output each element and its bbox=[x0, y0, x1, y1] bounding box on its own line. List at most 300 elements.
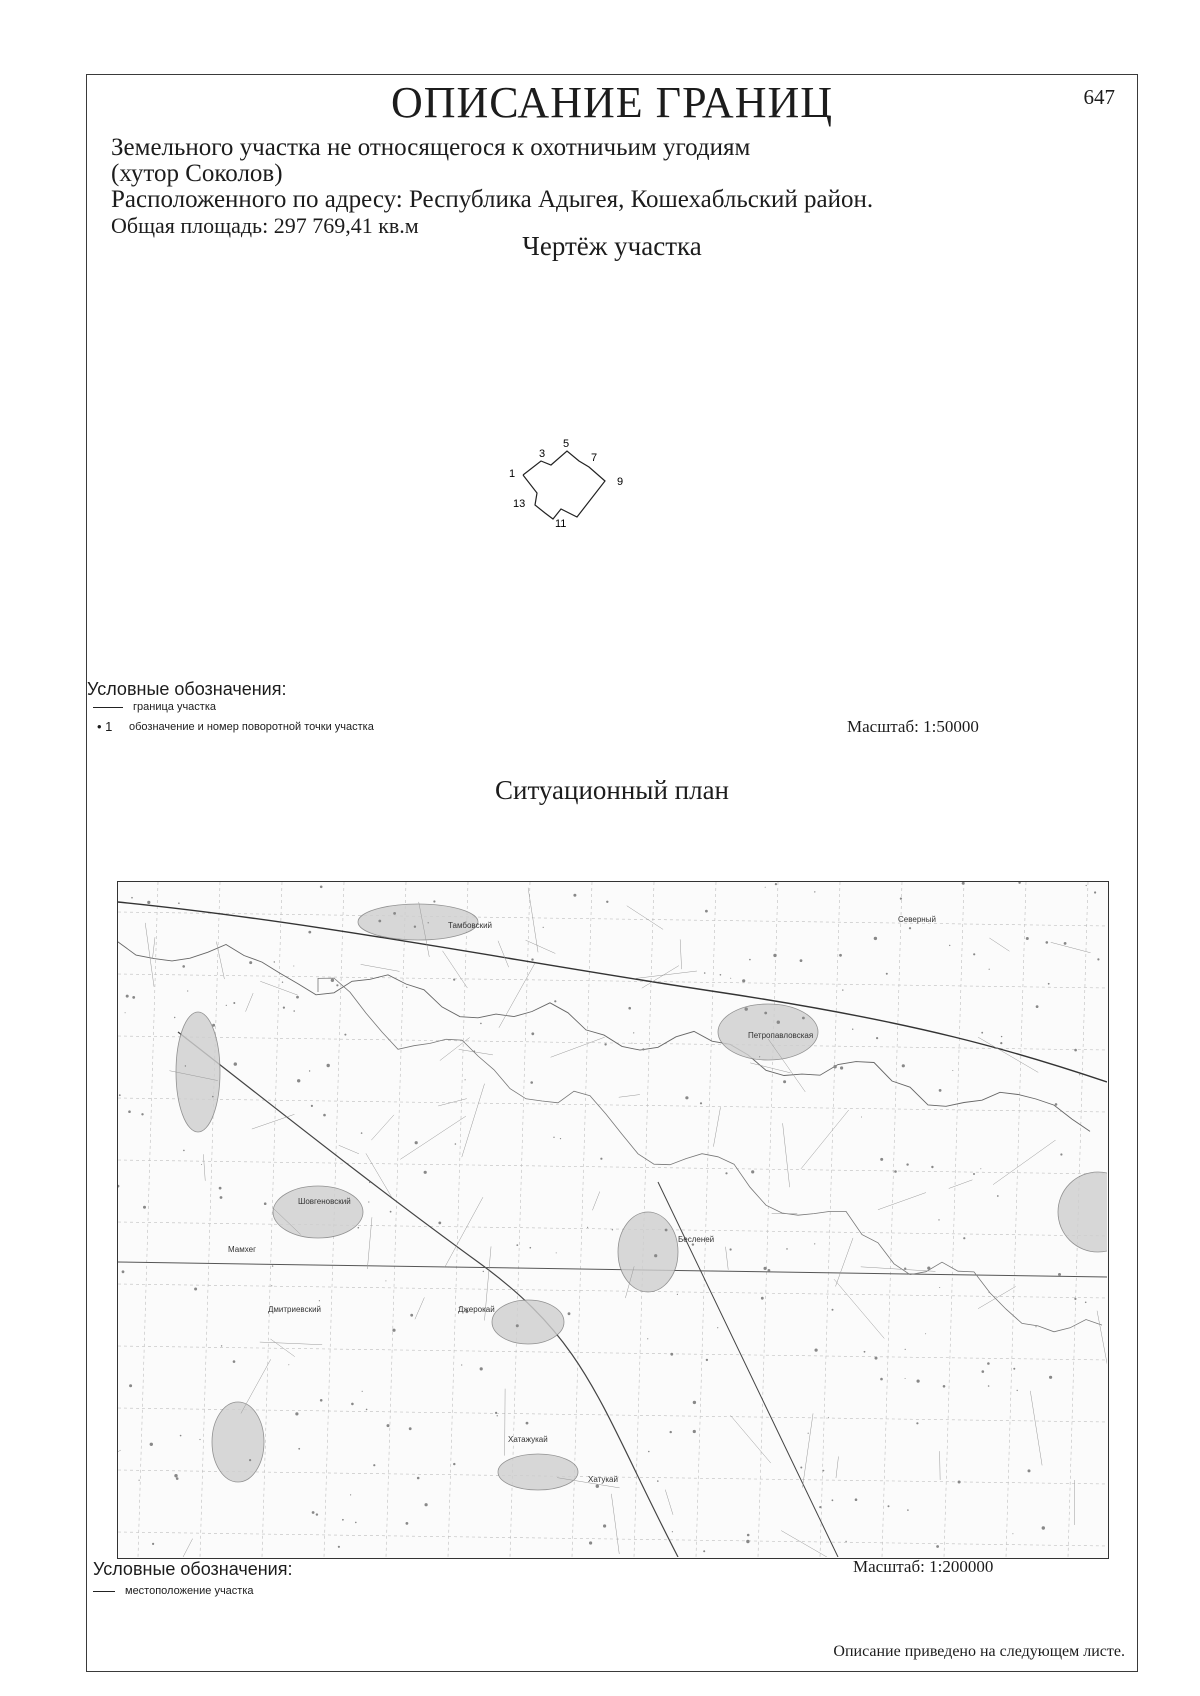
field-line bbox=[498, 941, 509, 967]
road bbox=[118, 902, 1107, 1082]
grid-line bbox=[1006, 882, 1026, 1557]
map-speckle bbox=[385, 1280, 386, 1281]
map-speckle bbox=[1000, 1042, 1002, 1044]
map-speckle bbox=[823, 1470, 825, 1472]
legend-point-label: обозначение и номер поворотной точки участка bbox=[129, 720, 374, 733]
map-speckle bbox=[298, 1448, 300, 1450]
map-speckle bbox=[604, 1043, 606, 1045]
field-line bbox=[371, 1115, 394, 1140]
map-speckle bbox=[685, 1096, 688, 1099]
map-speckle bbox=[132, 996, 135, 999]
map-speckle bbox=[1085, 1302, 1087, 1304]
field-line bbox=[783, 1123, 790, 1187]
map-speckle bbox=[1012, 1533, 1013, 1534]
field-line bbox=[260, 1342, 322, 1345]
map-speckle bbox=[705, 910, 708, 913]
map-speckle bbox=[786, 1248, 788, 1250]
field-line bbox=[415, 1297, 424, 1319]
field-line bbox=[627, 906, 663, 930]
field-line bbox=[619, 1095, 640, 1098]
map-speckle bbox=[249, 961, 252, 964]
map-speckle bbox=[118, 1185, 119, 1188]
map-speckle bbox=[931, 1166, 933, 1168]
field-line bbox=[367, 1217, 372, 1269]
map-speckle bbox=[185, 1065, 186, 1066]
field-line bbox=[978, 1286, 1016, 1308]
field-line bbox=[835, 1238, 853, 1287]
map-speckle bbox=[648, 1451, 650, 1453]
map-place-label: Шовгеновский bbox=[298, 1197, 351, 1206]
map-speckle bbox=[997, 1195, 999, 1197]
map-speckle bbox=[1042, 1526, 1045, 1529]
map-speckle bbox=[982, 1370, 985, 1373]
map-speckle bbox=[199, 1439, 200, 1440]
field-line bbox=[680, 939, 681, 969]
map-speckle bbox=[1064, 942, 1067, 945]
map-speckle bbox=[526, 1422, 529, 1425]
map-speckle bbox=[573, 894, 576, 897]
map-speckle bbox=[657, 1480, 659, 1482]
map-speckle bbox=[272, 1265, 273, 1266]
parcel-area: Общая площадь: 297 769,41 кв.м bbox=[111, 213, 419, 238]
map-speckle bbox=[331, 979, 334, 982]
map-speckle bbox=[480, 1367, 483, 1370]
map-speckle bbox=[861, 1117, 862, 1118]
map-speckle bbox=[958, 1481, 961, 1484]
map-speckle bbox=[474, 1050, 476, 1052]
map-speckle bbox=[296, 996, 299, 999]
map-place-label: Дмитриевский bbox=[268, 1305, 322, 1314]
grid-line bbox=[820, 882, 840, 1557]
map-speckle bbox=[751, 1170, 754, 1173]
map-speckle bbox=[336, 984, 338, 986]
map-speckle bbox=[900, 898, 902, 900]
field-line bbox=[118, 1450, 121, 1487]
settlement-area bbox=[212, 1402, 264, 1482]
map-speckle bbox=[1086, 885, 1087, 886]
map-speckle bbox=[390, 1211, 392, 1213]
map-speckle bbox=[342, 1519, 344, 1521]
map-speckle bbox=[742, 979, 745, 982]
map-speckle bbox=[361, 1132, 363, 1134]
map-speckle bbox=[461, 1364, 462, 1365]
map-speckle bbox=[480, 1023, 482, 1025]
map-speckle bbox=[152, 1543, 154, 1545]
map-speckle bbox=[428, 922, 429, 923]
map-speckle bbox=[293, 966, 294, 967]
map-place-label: Тамбовский bbox=[448, 921, 493, 930]
map-speckle bbox=[150, 1443, 153, 1446]
drawing-heading: Чертёж участка bbox=[522, 231, 702, 261]
map-speckle bbox=[174, 1474, 177, 1477]
map-speckle bbox=[730, 978, 731, 979]
map-speckle bbox=[936, 1545, 939, 1548]
map-speckle bbox=[392, 1329, 395, 1332]
map-speckle bbox=[886, 973, 888, 975]
map-speckle bbox=[777, 1021, 780, 1024]
map-speckle bbox=[783, 1080, 786, 1083]
map-speckle bbox=[226, 1005, 227, 1006]
field-line bbox=[339, 1145, 359, 1154]
point-label-11: 11 bbox=[555, 518, 567, 530]
map-speckle bbox=[554, 1000, 556, 1002]
map-speckle bbox=[987, 1362, 990, 1365]
location-line-symbol bbox=[93, 1591, 115, 1592]
map-speckle bbox=[187, 990, 188, 991]
field-line bbox=[499, 963, 535, 1028]
field-line bbox=[635, 971, 697, 979]
map-speckle bbox=[344, 1034, 346, 1036]
grid-line bbox=[118, 1098, 1107, 1112]
map-speckle bbox=[453, 979, 455, 981]
grid-line bbox=[118, 912, 1107, 926]
map-speckle bbox=[773, 954, 776, 957]
map-speckle bbox=[129, 1384, 132, 1387]
map-speckle bbox=[612, 1229, 613, 1230]
map-speckle bbox=[765, 887, 766, 888]
map-speckle bbox=[1058, 1273, 1061, 1276]
map-speckle bbox=[1060, 1153, 1062, 1155]
map-speckle bbox=[141, 1113, 143, 1115]
map-speckle bbox=[764, 1012, 767, 1015]
map-speckle bbox=[1036, 1005, 1039, 1008]
settlement-area bbox=[492, 1300, 564, 1344]
map-speckle bbox=[264, 1202, 267, 1205]
field-line bbox=[361, 964, 400, 971]
field-line bbox=[801, 1110, 849, 1169]
map-speckle bbox=[761, 1297, 764, 1300]
map-speckle bbox=[963, 1237, 965, 1239]
map-speckle bbox=[350, 1494, 351, 1495]
field-line bbox=[445, 1197, 483, 1267]
map-speckle bbox=[904, 1268, 906, 1270]
map-speckle bbox=[775, 883, 777, 885]
situation-legend-title: Условные обозначения: bbox=[93, 1559, 293, 1579]
map-speckle bbox=[176, 1477, 179, 1480]
map-speckle bbox=[274, 961, 275, 962]
map-speckle bbox=[855, 1498, 858, 1501]
field-line bbox=[940, 1451, 941, 1480]
map-speckle bbox=[139, 1480, 140, 1481]
map-speckle bbox=[717, 1327, 718, 1328]
field-line bbox=[989, 938, 1009, 951]
map-speckle bbox=[704, 972, 706, 974]
legend-location-row bbox=[93, 1585, 254, 1597]
situation-scale: Масштаб: 1:200000 bbox=[853, 1557, 994, 1576]
map-speckle bbox=[393, 912, 396, 915]
grid-line bbox=[572, 882, 592, 1557]
grid-line bbox=[118, 1222, 1107, 1236]
map-speckle bbox=[730, 1248, 732, 1250]
map-speckle bbox=[178, 902, 180, 904]
field-line bbox=[252, 1114, 295, 1129]
map-speckle bbox=[1017, 1390, 1018, 1391]
parcel-description: Земельного участка не относящегося к охотничьим угодиям bbox=[111, 134, 751, 161]
map-place-label: Хатажукай bbox=[508, 1435, 548, 1444]
map-speckle bbox=[840, 1066, 843, 1069]
field-line bbox=[366, 1153, 392, 1197]
field-line bbox=[834, 1279, 884, 1338]
field-line bbox=[168, 1539, 193, 1557]
map-speckle bbox=[174, 1017, 175, 1018]
point-label-9: 9 bbox=[617, 476, 624, 488]
settlement-area bbox=[1058, 1172, 1107, 1252]
situation-map bbox=[117, 881, 1109, 1559]
map-speckle bbox=[916, 1422, 918, 1424]
map-speckle bbox=[631, 1043, 632, 1044]
map-speckle bbox=[876, 1037, 878, 1039]
field-line bbox=[730, 1415, 770, 1463]
map-speckle bbox=[745, 1007, 748, 1010]
field-line bbox=[153, 937, 155, 958]
drawing-scale: Масштаб: 1:50000 bbox=[847, 717, 979, 736]
page-number: 647 bbox=[1083, 85, 1115, 109]
map-speckle bbox=[939, 1287, 940, 1288]
map-speckle bbox=[875, 1357, 878, 1360]
grid-line bbox=[118, 1532, 1107, 1546]
map-speckle bbox=[455, 1143, 457, 1145]
map-speckle bbox=[814, 891, 815, 892]
map-speckle bbox=[483, 1271, 484, 1272]
map-speckle bbox=[665, 1229, 668, 1232]
field-line bbox=[978, 1037, 1038, 1072]
map-speckle bbox=[700, 1102, 702, 1104]
map-speckle bbox=[568, 1312, 571, 1315]
map-speckle bbox=[706, 1359, 708, 1361]
map-speckle bbox=[939, 1089, 942, 1092]
parcel-locality: (хутор Соколов) bbox=[111, 160, 283, 187]
map-speckle bbox=[128, 1110, 131, 1113]
road bbox=[118, 1262, 1107, 1277]
map-speckle bbox=[282, 982, 283, 983]
field-line bbox=[802, 1413, 813, 1487]
map-speckle bbox=[366, 1409, 368, 1411]
map-speckle bbox=[553, 1137, 554, 1138]
map-speckle bbox=[316, 1513, 318, 1515]
map-speckle bbox=[832, 1309, 834, 1311]
map-speckle bbox=[212, 1024, 215, 1027]
map-place-label: Джерокай bbox=[458, 1305, 495, 1314]
grid-line bbox=[118, 1160, 1107, 1174]
map-speckle bbox=[600, 1158, 602, 1160]
map-speckle bbox=[530, 1247, 532, 1249]
map-speckle bbox=[1028, 1469, 1031, 1472]
document-title: ОПИСАНИЕ ГРАНИЦ bbox=[390, 78, 834, 127]
drawing-legend-title: Условные обозначения: bbox=[87, 679, 287, 699]
map-speckle bbox=[297, 1079, 300, 1082]
field-line bbox=[400, 1116, 466, 1159]
map-speckle bbox=[980, 1168, 981, 1169]
parcel-drawing bbox=[493, 437, 653, 547]
map-speckle bbox=[587, 1227, 588, 1228]
map-speckle bbox=[925, 1333, 926, 1334]
map-speckle bbox=[530, 1081, 533, 1084]
map-speckle bbox=[414, 926, 416, 928]
map-speckle bbox=[759, 1056, 760, 1057]
map-speckle bbox=[894, 1170, 897, 1173]
field-line bbox=[526, 940, 556, 953]
field-line bbox=[528, 888, 538, 953]
map-speckle bbox=[949, 945, 950, 946]
map-speckle bbox=[425, 1503, 428, 1506]
map-speckle bbox=[654, 1254, 657, 1257]
situation-heading: Ситуационный план bbox=[494, 775, 730, 805]
map-speckle bbox=[989, 1292, 990, 1293]
map-speckle bbox=[249, 1459, 251, 1461]
field-line bbox=[592, 1192, 599, 1211]
map-speckle bbox=[828, 1417, 829, 1418]
map-speckle bbox=[220, 1196, 223, 1199]
map-speckle bbox=[905, 1349, 906, 1350]
legend-boundary-row bbox=[93, 701, 216, 713]
map-speckle bbox=[596, 1485, 599, 1488]
map-speckle bbox=[283, 1007, 285, 1009]
map-speckle bbox=[1046, 941, 1049, 944]
map-speckle bbox=[647, 1338, 648, 1339]
point-label-13: 13 bbox=[513, 498, 526, 510]
field-line bbox=[443, 951, 468, 988]
map-speckle bbox=[516, 1324, 519, 1327]
map-speckle bbox=[295, 1412, 298, 1415]
map-speckle bbox=[180, 1435, 182, 1437]
map-speckle bbox=[962, 882, 965, 885]
settlement-area bbox=[498, 1454, 578, 1490]
river bbox=[118, 942, 1090, 1132]
field-line bbox=[551, 1037, 605, 1057]
grid-line bbox=[882, 882, 902, 1557]
map-speckle bbox=[323, 1114, 326, 1117]
map-speckle bbox=[927, 1267, 930, 1270]
map-speckle bbox=[768, 1269, 771, 1272]
map-speckle bbox=[808, 1433, 809, 1434]
map-speckle bbox=[800, 959, 803, 962]
map-speckle bbox=[906, 1163, 908, 1165]
map-speckle bbox=[988, 1385, 990, 1387]
map-speckle bbox=[338, 1546, 340, 1548]
map-speckle bbox=[749, 959, 751, 961]
map-speckle bbox=[845, 1541, 846, 1542]
map-speckle bbox=[351, 1403, 354, 1406]
map-speckle bbox=[319, 1300, 320, 1301]
map-place-label: Петропавловская bbox=[748, 1031, 814, 1040]
map-speckle bbox=[672, 1531, 673, 1532]
field-line bbox=[260, 981, 297, 995]
map-speckle bbox=[183, 1150, 185, 1152]
map-place-label: Бесленей bbox=[678, 1235, 715, 1244]
map-speckle bbox=[495, 1412, 497, 1414]
map-speckle bbox=[182, 965, 185, 968]
map-speckle bbox=[973, 953, 975, 955]
map-speckle bbox=[1048, 983, 1050, 985]
grid-line bbox=[138, 882, 158, 1557]
map-speckle bbox=[221, 1345, 222, 1346]
map-speckle bbox=[693, 1401, 696, 1404]
map-speckle bbox=[1018, 882, 1020, 884]
map-speckle bbox=[293, 1010, 295, 1012]
map-speckle bbox=[902, 1064, 905, 1067]
field-line bbox=[949, 1180, 973, 1189]
legend-location-label: местоположение участка bbox=[125, 1585, 254, 1597]
map-speckle bbox=[952, 1070, 953, 1071]
map-speckle bbox=[438, 1222, 441, 1225]
field-line bbox=[203, 1154, 205, 1180]
map-speckle bbox=[943, 1385, 946, 1388]
field-line bbox=[462, 1084, 485, 1157]
map-speckle bbox=[1026, 937, 1029, 940]
map-speckle bbox=[320, 1399, 323, 1402]
map-speckle bbox=[677, 1294, 678, 1295]
map-speckle bbox=[543, 927, 544, 928]
map-speckle bbox=[852, 1029, 853, 1030]
settlement-area bbox=[273, 1186, 363, 1238]
parcel-address: Расположенного по адресу: Республика Адыгея, Кошехабльский район. bbox=[111, 186, 874, 213]
settlement-area bbox=[176, 1012, 220, 1132]
field-line bbox=[1051, 942, 1091, 952]
map-speckle bbox=[312, 1511, 315, 1514]
map-speckle bbox=[1074, 1298, 1076, 1300]
map-speckle bbox=[433, 900, 435, 902]
map-speckle bbox=[905, 1378, 906, 1379]
grid-line bbox=[386, 882, 406, 1557]
footer-note: Описание приведено на следующем листе. bbox=[833, 1643, 1125, 1660]
legend-boundary-label: граница участка bbox=[133, 701, 216, 713]
map-speckle bbox=[453, 1463, 455, 1465]
map-speckle bbox=[1079, 1074, 1080, 1075]
map-speckle bbox=[1094, 891, 1096, 893]
field-line bbox=[993, 1140, 1055, 1185]
field-line bbox=[270, 1339, 294, 1357]
grid-line bbox=[118, 974, 1107, 988]
map-speckle bbox=[815, 1349, 818, 1352]
map-speckle bbox=[832, 1499, 834, 1501]
map-speckle bbox=[320, 886, 323, 889]
legend-point-row bbox=[97, 719, 374, 734]
map-speckle bbox=[465, 1079, 466, 1080]
map-speckle bbox=[720, 974, 722, 976]
map-speckle bbox=[888, 1505, 890, 1507]
map-speckle bbox=[1074, 1049, 1077, 1052]
map-speckle bbox=[122, 1270, 125, 1273]
map-speckle bbox=[589, 1541, 592, 1544]
grid-line bbox=[944, 882, 964, 1557]
map-speckle bbox=[693, 1430, 696, 1433]
point-symbol: • 1 bbox=[97, 719, 113, 734]
field-line bbox=[836, 1456, 839, 1478]
map-speckle bbox=[800, 1467, 802, 1469]
map-speckle bbox=[288, 1364, 289, 1365]
point-label-1: 1 bbox=[509, 468, 516, 480]
map-speckle bbox=[201, 1164, 202, 1165]
map-speckle bbox=[373, 1464, 375, 1466]
map-speckle bbox=[212, 1096, 214, 1098]
map-speckle bbox=[874, 937, 877, 940]
topographic-map bbox=[118, 882, 1107, 1557]
map-speckle bbox=[725, 1172, 727, 1174]
map-speckle bbox=[143, 1206, 146, 1209]
point-label-3: 3 bbox=[539, 448, 546, 460]
map-speckle bbox=[1049, 1376, 1052, 1379]
map-speckle bbox=[233, 1002, 235, 1004]
map-speckle bbox=[368, 1201, 369, 1202]
map-speckle bbox=[497, 1415, 498, 1416]
map-speckle bbox=[981, 1032, 983, 1034]
map-speckle bbox=[147, 901, 150, 904]
map-speckle bbox=[764, 1267, 767, 1270]
map-speckle bbox=[802, 1017, 805, 1020]
map-speckle bbox=[628, 1007, 631, 1010]
map-place-label: Северный bbox=[898, 915, 936, 924]
field-line bbox=[1097, 1311, 1107, 1380]
